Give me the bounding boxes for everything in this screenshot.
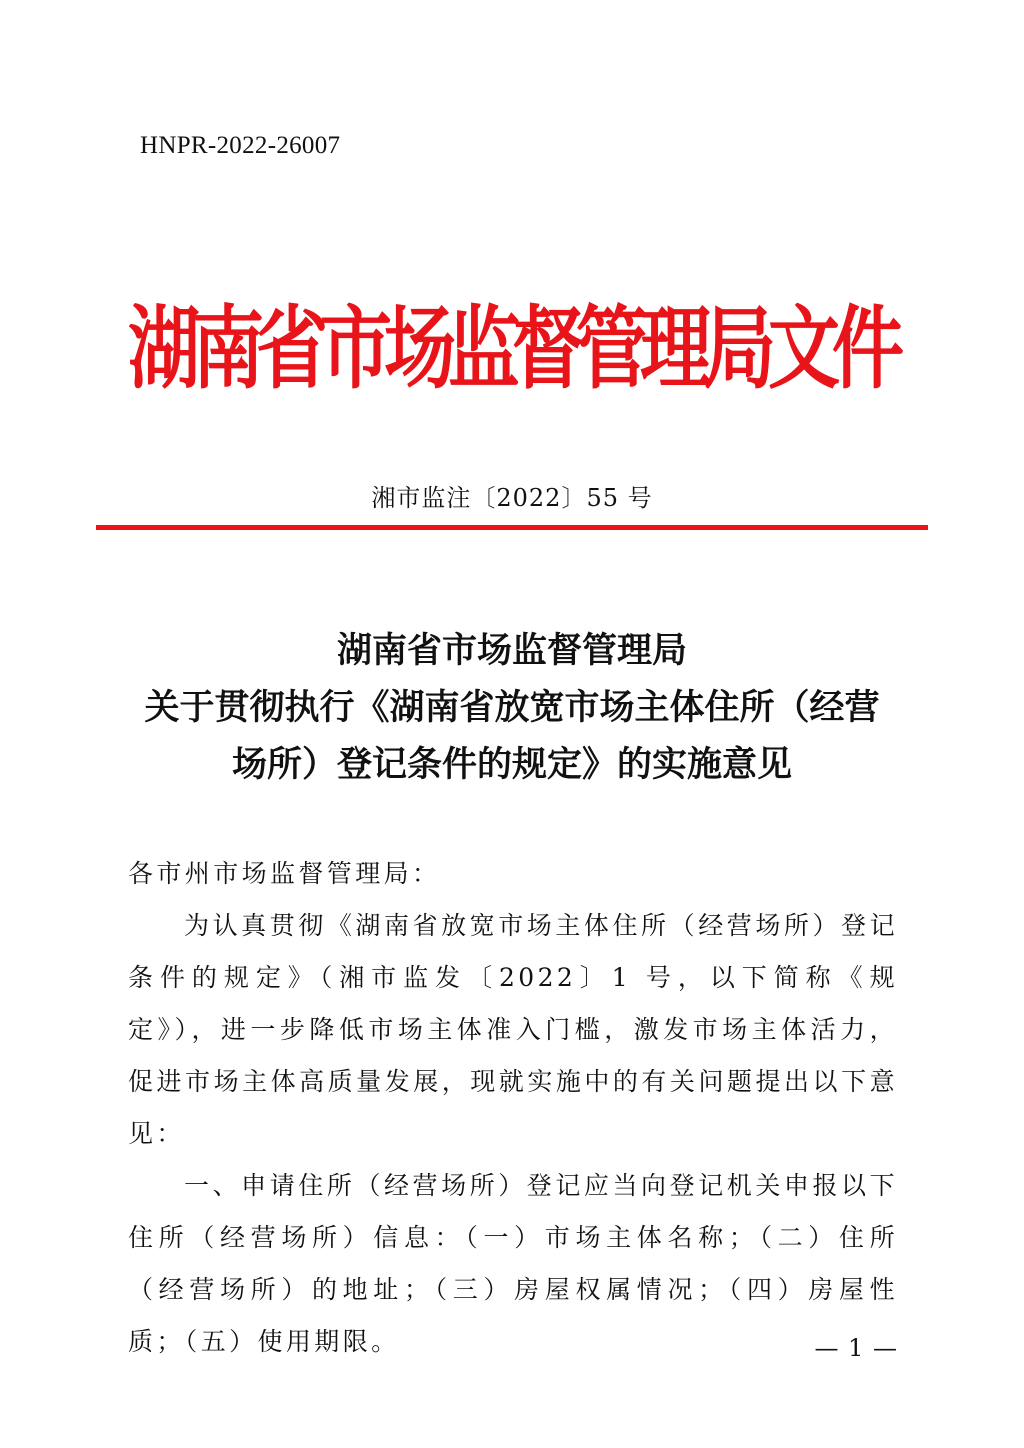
title-line-3: 场所）登记条件的规定》的实施意见 (231, 744, 792, 785)
issuer-header: 湖南省市场监督管理局文件 (127, 294, 896, 401)
document-title (110, 622, 914, 793)
document-body (128, 848, 898, 1368)
addressee: 各市州市场监督管理局： (128, 859, 441, 888)
page-number: — 1 — (814, 1334, 898, 1362)
title-line-2: 关于贯彻执行《湖南省放宽市场主体住所（经营 (144, 687, 880, 728)
body-paragraph-2: 一、申请住所（经营场所）登记应当向登记机关申报以下住所（经营场所）信息：（一）市场主体名称；（二）住所（经营场所）的地址；（三）房屋权属情况；（四）房屋性质；（五）使用期限。 (128, 1171, 898, 1356)
title-line-1: 湖南省市场监督管理局 (336, 630, 687, 671)
document-id: HNPR-2022-26007 (140, 132, 341, 159)
body-paragraph-1: 为认真贯彻《湖南省放宽市场主体住所（经营场所）登记条件的规定》（湘市监发〔2022〕1 号，以下简称《规定》），进一步降低市场主体准入门槛，激发市场主体活力，促进市场主体高质量发展，现就实施中的有关问题提出以下意见： (128, 911, 898, 1148)
red-divider-rule (96, 525, 928, 530)
document-number: 湘市监注〔2022〕55 号 (371, 484, 653, 512)
